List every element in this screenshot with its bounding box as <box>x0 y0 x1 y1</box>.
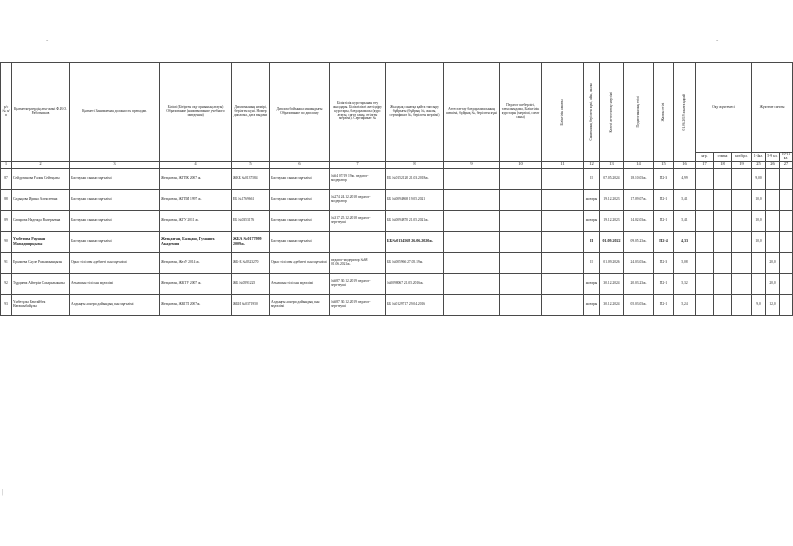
header-rate: Оқу жүктемесі <box>696 63 752 153</box>
cell-diploma-number: ЕБ №0353176 <box>232 210 270 231</box>
cell-teacher-name: Сапарова Надежда Валерьевна <box>12 210 70 231</box>
cell-category-date: 01.09.2022 <box>600 231 624 252</box>
cell-category-info <box>444 210 500 231</box>
cell-category: жоғары <box>584 294 600 315</box>
cell-hours-1-4 <box>732 210 752 231</box>
col-num: 3 <box>70 161 160 168</box>
cell-qualification: №317 25.12.2018 педагог-зерттеуші <box>330 210 386 231</box>
cell-blank-cell <box>542 273 584 294</box>
cell-coefficient: 5,41 <box>674 189 696 210</box>
cell-blank-cell <box>696 210 714 231</box>
cell-row-number: 87 <box>1 168 12 189</box>
col-num: 5 <box>232 161 270 168</box>
cell-teacher-name: Ералиева Сәуле Рахымжанқызы <box>12 252 70 273</box>
cell-education: Жезқазған, ЖезУ 2014 ж. <box>160 252 232 273</box>
col-num: 15 <box>654 161 674 168</box>
cell-teacher-name: Тұрдиева Айгерім Сахаралыкызы <box>12 273 70 294</box>
cell-category: II <box>584 252 600 273</box>
cell-specialty: Бастауыш сынып мұғалімі <box>270 210 330 231</box>
cell-category-info <box>444 252 500 273</box>
cell-hours-5-9 <box>752 273 766 294</box>
col-num: 12 <box>584 161 600 168</box>
cell-category-info <box>444 231 500 252</box>
cell-hours-5-9: 9,0 <box>752 294 766 315</box>
cell-category-info <box>444 294 500 315</box>
cell-hours-10-11: 12,0 <box>766 294 780 315</box>
cell-category: жоғары <box>584 273 600 294</box>
header-education: Білімі (Бітірген оқу орнының атауы) Образование (наименование учебного заведения) <box>160 63 232 162</box>
cell-diploma-number: ЖБ №0591225 <box>232 273 270 294</box>
cell-blank-cell <box>714 252 732 273</box>
col-num: 1 <box>1 161 12 168</box>
cell-category-order: ЕБ №0152120 21.03.2018ж. <box>386 168 444 189</box>
header-no: р/с № п/п <box>1 63 12 162</box>
cell-position: Бастауыш сынып мұғалімі <box>70 189 160 210</box>
table-row <box>1 252 793 273</box>
header-category-order: Жылдық санатқа қайта тапсыру бұйрығы (бұйрық №, жылы, сертификат №, берілген мерзімі) <box>386 63 444 162</box>
cell-position: Бастауыш сынып мұғалімі <box>70 168 160 189</box>
table-row <box>1 189 793 210</box>
cell-blank-cell <box>696 231 714 252</box>
cell-professional-course <box>500 231 542 252</box>
cell-category-order: ББ №0094868 19.05.2021 <box>386 189 444 210</box>
col-num: 25 <box>752 161 766 168</box>
cell-category-date: 30.12.2024 <box>600 273 624 294</box>
header-act-vertical: 01.06.2019 жылға қарай <box>674 63 696 162</box>
col-num: 9 <box>444 161 500 168</box>
cell-teacher-name: Үмбетова Раушан Мамадиярқызы <box>12 231 70 252</box>
cell-qualification: №687 30.12.2019 педагог-зерттеуші <box>330 294 386 315</box>
cell-blank-cell <box>714 189 732 210</box>
header-stage-vertical: Жалпы өтілі <box>654 63 674 162</box>
cell-category: II <box>584 168 600 189</box>
cell-blank-cell <box>780 294 793 315</box>
cell-position: Орыс тілі мен әдебиеті пән мұғалімі <box>70 252 160 273</box>
cell-specialty: Бастауыш сынып мұғалімі <box>270 231 330 252</box>
header-hours: Жүктеме сағаты <box>752 63 793 153</box>
cell-hours-5-9 <box>752 252 766 273</box>
cell-category-date: 19.12.2023 <box>600 210 624 231</box>
cell-category-order: ББ №005966 27.05.19ж. <box>386 252 444 273</box>
col-num: 13 <box>600 161 624 168</box>
cell-diploma-number: ЕБ №1769661 <box>232 189 270 210</box>
cell-blank-cell <box>714 210 732 231</box>
cell-diploma-number: ЖБ-Б №0323270 <box>232 252 270 273</box>
col-num: 4 <box>160 161 232 168</box>
cell-specialty: Ағылшын тілі пән мұғалімі <box>270 273 330 294</box>
cell-teacher-name: Сейдулинова Ғалия Сейтқызы <box>12 168 70 189</box>
cell-grade: П2-3 <box>654 252 674 273</box>
cell-education: Жезқазған, ЖГПК 2007 ж. <box>160 168 232 189</box>
cell-blank-cell <box>780 189 793 210</box>
cell-specialty: Алдыңғы әскери дайындық пән мұғалімі <box>270 294 330 315</box>
cell-category-info <box>444 168 500 189</box>
cell-row-number: 88 <box>1 189 12 210</box>
table-row <box>1 273 793 294</box>
col-num: 6 <box>270 161 330 168</box>
cell-category-order: ББ №0129717 29.04.2016 <box>386 294 444 315</box>
cell-professional-course <box>500 168 542 189</box>
header-sub18: ставка <box>714 153 732 162</box>
col-num: 27 <box>780 161 793 168</box>
cell-category-order: ББ№0134568 26.06.2020ж. <box>386 231 444 252</box>
cell-blank-cell <box>696 168 714 189</box>
cell-education: Жезқазған, ЖКТУ 2007 ж. <box>160 273 232 294</box>
cell-position: Бастауыш сынып мұғалімі <box>70 210 160 231</box>
col-num: 18 <box>714 161 732 168</box>
table-body <box>1 168 793 315</box>
cell-hours-1-4 <box>732 273 752 294</box>
cell-position: Алдыңғы әскери дайындық пән мұғалімі <box>70 294 160 315</box>
cell-professional-course <box>500 273 542 294</box>
cell-row-number: 91 <box>1 252 12 273</box>
cell-qualification: педагог-модератор №68 01.06.2021ж. <box>330 252 386 273</box>
cell-teacher-name: Садықова Ирина Алексеевна <box>12 189 70 210</box>
cell-hours-10-11 <box>766 231 780 252</box>
table-row <box>1 294 793 315</box>
header-name: Қызметкерлердің аты-жөні Ф.И.О. Работников <box>12 63 70 162</box>
cell-hours-10-11: 20,0 <box>766 252 780 273</box>
cell-blank-cell <box>542 231 584 252</box>
header-sub19: кат.бірл. <box>732 153 752 162</box>
cell-coefficient: 5,24 <box>674 294 696 315</box>
col-num: 16 <box>674 161 696 168</box>
col-num: 14 <box>624 161 654 168</box>
cell-category-order: №0098067 21.05.2016ж. <box>386 273 444 294</box>
cell-education: Жезқазған, ЖКГП 2007ж. <box>160 294 232 315</box>
cell-specialty: Бастауыш сынып мұғалімі <box>270 189 330 210</box>
cell-blank-cell <box>714 294 732 315</box>
cell-next-attestation: 05.03.03ж. <box>624 294 654 315</box>
header-position: Қызметі Занимаемая должность препадав. <box>70 63 160 162</box>
col-num: 17 <box>696 161 714 168</box>
cell-category-date: 01.09.2026 <box>600 252 624 273</box>
cell-category: II <box>584 231 600 252</box>
cell-blank-cell <box>780 231 793 252</box>
header-professional-course: Педагог шеберлігі, тағылымдама, Біліктілік курстары (мерзімі, сағат саны) <box>500 63 542 162</box>
cell-specialty: Бастауыш сынып мұғалімі <box>270 168 330 189</box>
cell-blank-cell <box>542 252 584 273</box>
cell-education: Жезқазған, ЖГУ 2011 ж. <box>160 210 232 231</box>
cell-blank-cell <box>780 210 793 231</box>
cell-diploma-number: ЖКБ №0137584 <box>232 168 270 189</box>
cell-qualification: №687 30.12.2019 педагог-зерттеуші <box>330 273 386 294</box>
cell-blank-cell <box>714 168 732 189</box>
table-row <box>1 168 793 189</box>
col-num: 10 <box>500 161 542 168</box>
cell-blank-cell <box>696 252 714 273</box>
cell-hours-10-11: 20,0 <box>766 273 780 294</box>
staff-table <box>0 62 793 316</box>
cell-qualification: №274 24.12.2018 педагог-модератор <box>330 189 386 210</box>
cell-blank-cell <box>780 252 793 273</box>
cell-professional-course <box>500 210 542 231</box>
cell-next-attestation: 17.09.07ж. <box>624 189 654 210</box>
cell-hours-5-9: 9,00 <box>752 168 766 189</box>
cell-hours-1-4 <box>732 252 752 273</box>
cell-education: Жезқазған, Балқаш, Гуманит. Академия <box>160 231 232 252</box>
col-num: 11 <box>542 161 584 168</box>
cell-hours-10-11 <box>766 189 780 210</box>
cell-coefficient: 4,33 <box>674 231 696 252</box>
cell-category-info <box>444 273 500 294</box>
corner-mark-bottom-left: | <box>2 488 4 496</box>
corner-mark-top-right: - <box>716 36 719 44</box>
cell-professional-course <box>500 294 542 315</box>
cell-blank-cell <box>542 189 584 210</box>
cell-blank-cell <box>696 273 714 294</box>
header-next-vertical: Келесі аттестаттау мерзімі <box>600 63 624 162</box>
cell-blank-cell <box>542 168 584 189</box>
cell-blank-cell <box>714 273 732 294</box>
cell-hours-1-4 <box>732 231 752 252</box>
cell-grade: П2-1 <box>654 189 674 210</box>
cell-blank-cell <box>696 189 714 210</box>
cell-professional-course <box>500 189 542 210</box>
cell-specialty: Орыс тілі мен әдебиеті пән мұғалімі <box>270 252 330 273</box>
cell-row-number: 89 <box>1 210 12 231</box>
cell-next-attestation: 18.10.03ж. <box>624 168 654 189</box>
cell-row-number: 92 <box>1 273 12 294</box>
header-date-vertical: Санатының берілген күні, айы, жылы <box>584 63 600 162</box>
cell-hours-1-4 <box>732 189 752 210</box>
header-sub17: нгр. <box>696 153 714 162</box>
cell-next-attestation: 20.03.23ж. <box>624 273 654 294</box>
table-row <box>1 210 793 231</box>
col-num: 2 <box>12 161 70 168</box>
cell-hours-10-11 <box>766 168 780 189</box>
cell-category-info <box>444 189 500 210</box>
cell-position: Ағылшын тілі пән мұғалімі <box>70 273 160 294</box>
cell-blank-cell <box>780 168 793 189</box>
cell-category: жоғары <box>584 210 600 231</box>
cell-blank-cell <box>696 294 714 315</box>
cell-next-attestation: 14.02.03ж. <box>624 210 654 231</box>
header-category-vertical: Біліктілік санаты <box>542 63 584 162</box>
cell-next-attestation: 24.03.03ж. <box>624 252 654 273</box>
cell-diploma-number: ЖБИ №0371950 <box>232 294 270 315</box>
cell-professional-course <box>500 252 542 273</box>
cell-row-number: 90 <box>1 231 12 252</box>
header-sub27: 10-11 кл. <box>780 153 793 162</box>
cell-education: Жезқазған, ЖГПИ 1997 ж. <box>160 189 232 210</box>
cell-grade: П2-4 <box>654 231 674 252</box>
cell-blank-cell <box>542 294 584 315</box>
col-num: 7 <box>330 161 386 168</box>
cell-coefficient: 5,32 <box>674 273 696 294</box>
cell-hours-1-4 <box>732 294 752 315</box>
cell-blank-cell <box>780 273 793 294</box>
corner-mark-top-left: - <box>46 36 49 44</box>
cell-qualification: №64 07/19 19ж. педагог-модератор <box>330 168 386 189</box>
header-standing-vertical: Педагогикалық өтілі <box>624 63 654 162</box>
cell-blank-cell <box>542 210 584 231</box>
cell-grade: П2-1 <box>654 210 674 231</box>
cell-diploma-number: ЖБА №0177999 2009ж. <box>232 231 270 252</box>
cell-hours-5-9: 10,0 <box>752 231 766 252</box>
col-num: 19 <box>732 161 752 168</box>
table-row <box>1 231 793 252</box>
header-specialty: Диплом бойынша мамандығы Образование по диплому <box>270 63 330 162</box>
cell-coefficient: 5,08 <box>674 252 696 273</box>
cell-blank-cell <box>714 231 732 252</box>
cell-hours-1-4 <box>732 168 752 189</box>
cell-category-date: 30.12.2024 <box>600 294 624 315</box>
header-sub26: 5-9 кл. <box>766 153 780 162</box>
cell-qualification <box>330 231 386 252</box>
cell-category-date: 19.12.2023 <box>600 189 624 210</box>
cell-coefficient: 4,99 <box>674 168 696 189</box>
header-diploma: Дипломының нөмірі, берілген күні. Номер диплома, дата выдачи <box>232 63 270 162</box>
cell-next-attestation: 09.05.23ж. <box>624 231 654 252</box>
cell-grade: П2-3 <box>654 168 674 189</box>
cell-coefficient: 5,41 <box>674 210 696 231</box>
cell-grade: П2-1 <box>654 273 674 294</box>
cell-hours-5-9: 10,0 <box>752 210 766 231</box>
header-category-info: Аттестаттау бағдарламасының шешімі, бұйрық №, берілген күні <box>444 63 500 162</box>
cell-teacher-name: Үмбетұлы Бектайбек Нағашыбайұлы <box>12 294 70 315</box>
cell-category-date: 07.05.2024 <box>600 168 624 189</box>
col-num: 8 <box>386 161 444 168</box>
cell-grade: П2-1 <box>654 294 674 315</box>
cell-category: жоғары <box>584 189 600 210</box>
cell-hours-5-9: 10,0 <box>752 189 766 210</box>
header-qualification-course: Біліктілік курстарынан өту жылдары. Біліктілікті жетілдіру курстары, бағдарламасы (курс атауы, сағат саны, өтілген мерзімі). Сертификат № <box>330 63 386 162</box>
column-number-row <box>1 161 793 168</box>
cell-category-order: ББ №0094870 21.05.2021ж. <box>386 210 444 231</box>
cell-hours-10-11 <box>766 210 780 231</box>
cell-row-number: 93 <box>1 294 12 315</box>
col-num: 26 <box>766 161 780 168</box>
cell-position: Бастауыш сынып мұғалімі <box>70 231 160 252</box>
header-sub25: 1-4кл. <box>752 153 766 162</box>
